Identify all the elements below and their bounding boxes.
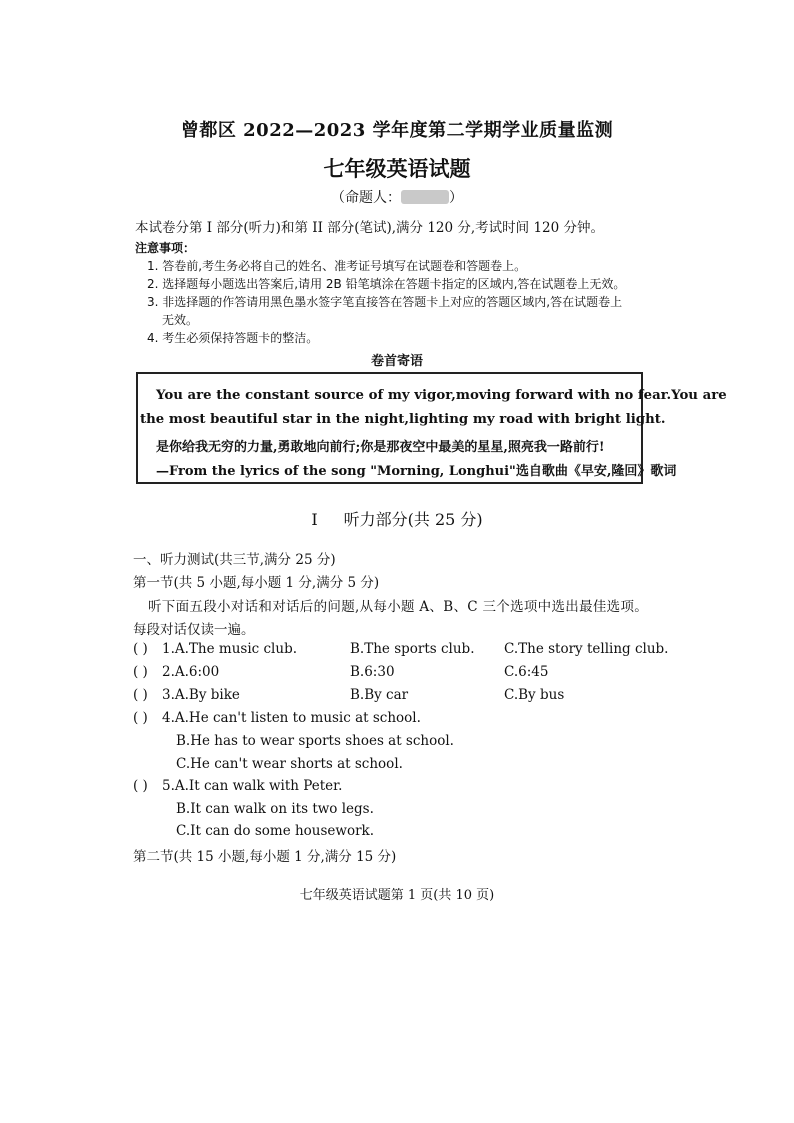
page-footer: 七年级英语试题第 1 页(共 10 页) <box>299 888 495 903</box>
author-suffix: ） <box>449 190 463 206</box>
notes-section <box>135 239 655 347</box>
section-title <box>0 507 794 530</box>
exam-subject-title: 七年级英语试题 <box>323 156 471 181</box>
author-prefix: （命题人： <box>331 190 401 206</box>
question-5-option-a: 5.A.It can walk with Peter. <box>162 778 343 794</box>
part-1-heading: 第一节(共 5 小题,每小题 1 分,满分 5 分) <box>133 575 380 591</box>
note-item: 2. 选择题每小题选出答案后,请用 2B 铅笔填涂在答题卡指定的区域内,答在试题卷上无效。 <box>147 277 626 291</box>
question-1-option-c: C.The story telling club. <box>504 641 669 657</box>
section-roman-numeral: I <box>311 510 318 529</box>
question-3-option-c: C.By bus <box>504 687 565 703</box>
question-4-option-a: 4.A.He can't listen to music at school. <box>162 710 421 726</box>
message-box <box>136 372 727 484</box>
question-2-option-a: 2.A.6:00 <box>162 664 220 680</box>
message-line-4: —From the lyrics of the song "Morning, Longhui"选自歌曲《早安,隆回》歌词 <box>156 464 677 479</box>
message-heading: 卷首寄语 <box>370 354 423 369</box>
note-item: 1. 答卷前,考生务必将自己的姓名、准考证号填写在试题卷和答题卷上。 <box>147 259 527 273</box>
answer-blank[interactable]: ( ) <box>133 664 148 680</box>
question-1-option-b: B.The sports club. <box>350 641 475 657</box>
question-3-option-a: 3.A.By bike <box>162 687 240 703</box>
answer-blank[interactable]: ( ) <box>133 641 148 657</box>
note-item: 4. 考生必须保持答题卡的整洁。 <box>147 331 319 345</box>
section-title-text: 听力部分(共 25 分) <box>343 510 483 529</box>
instruction-line-1: 听下面五段小对话和对话后的问题,从每小题 A、B、C 三个选项中选出最佳选项。 <box>148 599 649 615</box>
exam-intro: 本试卷分第 I 部分(听力)和第 II 部分(笔试),满分 120 分,考试时间 120 分钟。 <box>135 220 605 236</box>
question-4-option-c: C.He can't wear shorts at school. <box>176 756 403 772</box>
question-1-option-a: 1.A.The music club. <box>162 641 297 657</box>
question-2-option-c: C.6:45 <box>504 664 549 680</box>
answer-blank[interactable]: ( ) <box>133 687 148 703</box>
notes-heading: 注意事项： <box>135 241 196 255</box>
question-2-option-b: B.6:30 <box>350 664 395 680</box>
exam-header-title: 曾都区 2022—2023 学年度第二学期学业质量监测 <box>180 120 614 141</box>
note-item: 3. 非选择题的作答请用黑色墨水签字笔直接答在答题卡上对应的答题区域内,答在试题卷上 <box>147 295 623 309</box>
question-3-option-b: B.By car <box>350 687 409 703</box>
instruction-line-2: 每段对话仅读一遍。 <box>133 622 255 638</box>
redacted-author-name <box>401 190 449 204</box>
message-line-2: the most beautiful star in the night,lighting my road with bright light. <box>140 412 666 427</box>
message-line-1: You are the constant source of my vigor,moving forward with no fear.You are <box>156 388 727 403</box>
question-5-option-c: C.It can do some housework. <box>176 823 375 839</box>
note-item-continuation: 无效。 <box>162 313 199 327</box>
author-line <box>0 187 794 207</box>
listening-heading: 一、听力测试(共三节,满分 25 分) <box>133 552 336 568</box>
answer-blank[interactable]: ( ) <box>133 710 148 726</box>
message-line-3: 是你给我无穷的力量,勇敢地向前行;你是那夜空中最美的星星,照亮我一路前行! <box>156 440 605 455</box>
question-5-option-b: B.It can walk on its two legs. <box>176 801 374 817</box>
part-2-heading: 第二节(共 15 小题,每小题 1 分,满分 15 分) <box>133 849 397 865</box>
question-4-option-b: B.He has to wear sports shoes at school. <box>176 733 454 749</box>
answer-blank[interactable]: ( ) <box>133 778 148 794</box>
